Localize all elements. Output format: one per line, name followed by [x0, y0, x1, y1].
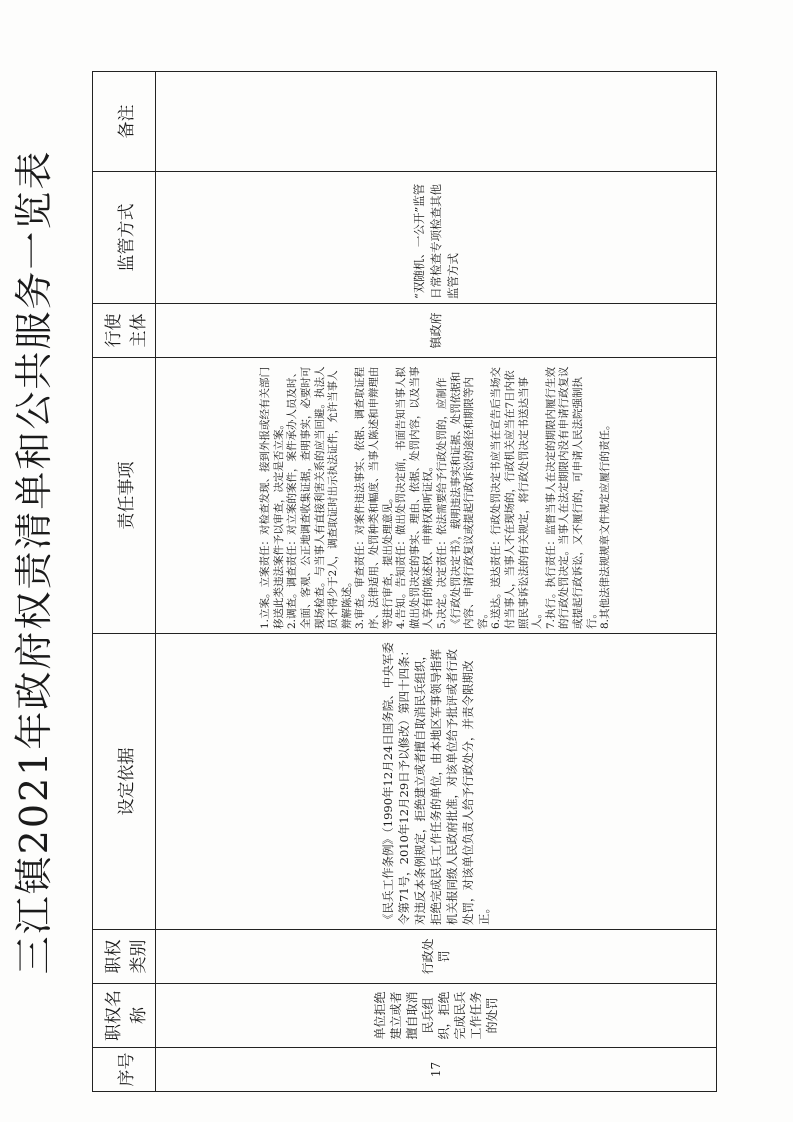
row-duties [156, 358, 717, 634]
authority-table [92, 71, 717, 1092]
header-remarks: 备注 [93, 72, 156, 172]
row-supervision: “双随机、一公开”监管日常检查专项检查其他监管方式 [156, 172, 717, 304]
duty-item: 6.送达。送达责任：行政处罚决定书应当在宣告后当场交付当事人，当事人不在现场的，行政机关应当在7日内依照民事诉讼法的有关规定，将行政处罚决定书送达当事人。 [490, 366, 544, 629]
header-seq: 序号 [93, 1048, 156, 1092]
row-seq: 17 [156, 1048, 717, 1092]
header-supervision: 监管方式 [93, 172, 156, 304]
header-duties: 责任事项 [93, 358, 156, 634]
header-category: 职权类别 [93, 930, 156, 984]
row-subject: 镇政府 [156, 304, 717, 358]
row-remarks [156, 72, 717, 172]
duty-item: 1.立案。立案责任：对检查发现、接到外报或经有关部门移送此类违法案件予以审查，决定是否立案。 [259, 366, 285, 629]
row-name: 单位拒绝建立或者擅自取消民兵组织，拒绝完成民兵工作任务的处罚 [156, 984, 717, 1048]
duty-item: 7.执行。执行责任：监督当事人在决定的期限内履行生效的行政处罚决定。当事人在法定期限内没有申请行政复议或提起行政诉讼，又不履行的，可申请人民法院强制执行。 [544, 366, 598, 629]
duty-item: 5.决定。决定责任：依法需要给予行政处罚的，应制作《行政处罚决定书》，载明违法事实和证据、处罚依据和内容、申请行政复议或提起行政诉讼的途径和期限等内容。 [436, 371, 489, 629]
header-subject: 行使主体 [93, 304, 156, 358]
row-category: 行政处罚 [156, 930, 717, 984]
header-row [93, 72, 156, 1092]
page-title: 三江镇2021年政府权责清单和公共服务一览表 [12, 149, 56, 975]
table-row [156, 72, 717, 1092]
row-basis: 《民兵工作条例》（1990年12月24日国务院、中央军委令第71号，2010年12月29日予以修改）第四十四条：对违反本条例规定，拒绝建立或者擅自取消民兵组织，拒绝完成民兵工作任务的单位，由本地区军事领导指挥机关报同级人民政府批准，对该单位给予批评或者行政处罚，对该单位负责人给予行政处分，并责令限期改正。 [156, 634, 717, 930]
header-basis: 设定依据 [93, 634, 156, 930]
header-name: 职权名称 [93, 984, 156, 1048]
duty-item: 8.其他法律法规规章文件规定应履行的责任。 [599, 419, 612, 629]
duty-item: 2.调查。调查责任：对立案的案件，案件承办人员及时、全面、客观、公正地调查收集证据，查明事实，必要时可现场检查。与当事人有直接利害关系的应当回避。执法人员不得少于2人，调查取证时出示执法证件，允许当事人辩解陈述。 [286, 366, 353, 629]
duty-item: 4.告知。告知责任：做出处罚决定前，书面告知当事人拟做出处罚决定的事实、理由、依据、处罚内容，以及当事人享有的陈述权、申辩权和听证权。 [395, 366, 435, 629]
duty-item: 3.审查。审查责任：对案件违法事实、依据、调查取证程序、法律适用、处罚种类和幅度、当事人陈述和申辩理由等进行审查，提出处理意见。 [354, 366, 394, 629]
